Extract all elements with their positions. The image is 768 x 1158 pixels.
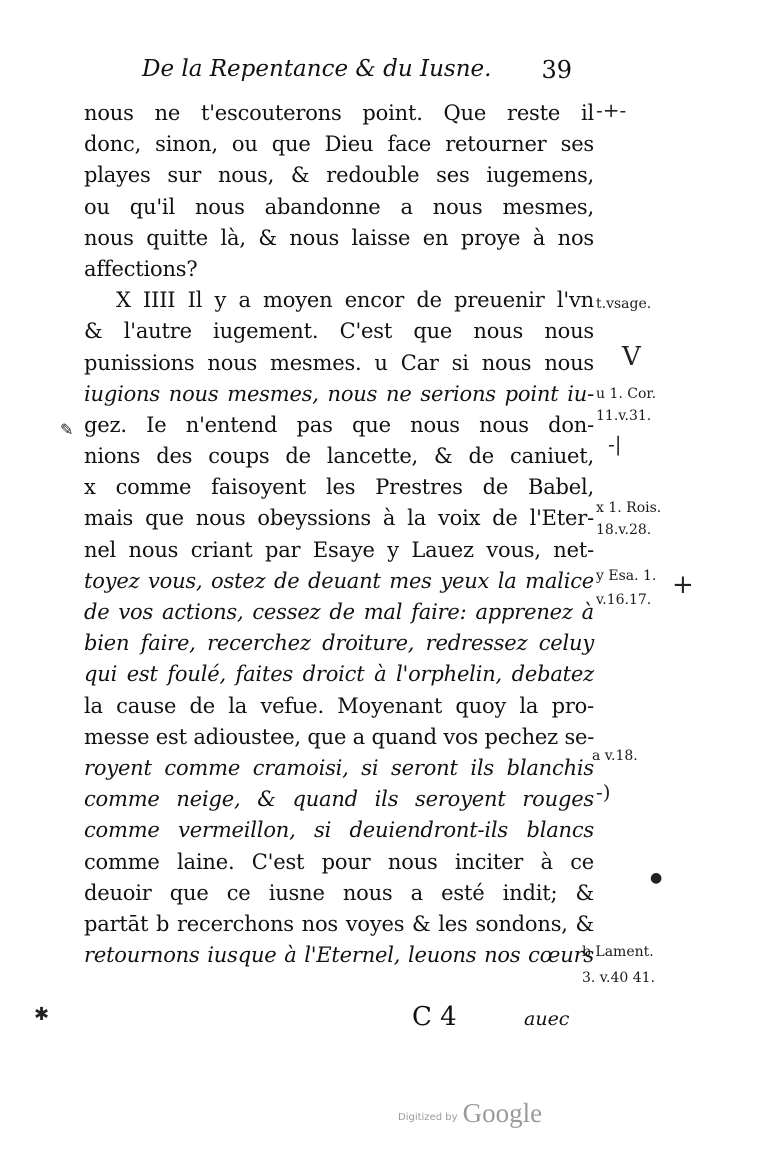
ink-dot-icon: ● xyxy=(650,870,663,886)
ink-smudge-icon: ✱ xyxy=(34,1004,50,1025)
page-header xyxy=(142,56,572,88)
catchword: auec xyxy=(524,1008,570,1030)
pen-mark-icon: -) xyxy=(596,780,611,804)
text-line: retournons iusque à l'Eternel, leuons nos cœurs xyxy=(84,943,594,968)
pen-mark-icon: -+- xyxy=(596,98,627,122)
text-line: playes sur nous, & redouble ses iugemens, xyxy=(84,163,594,188)
page-footer xyxy=(412,1002,582,1042)
text-line: iugions nous mesmes, nous ne serions point iu- xyxy=(84,381,594,406)
margin-note: y Esa. 1. xyxy=(596,568,657,584)
margin-note: u 1. Cor. xyxy=(596,386,657,402)
pen-mark-icon: + xyxy=(672,570,694,600)
margin-note: b Lament. xyxy=(582,944,654,960)
signature-mark: C 4 xyxy=(412,1002,457,1032)
text-line: nous ne t'escouterons point. Que reste il xyxy=(84,101,594,125)
text-line: punissions nous mesmes. u Car si nous nous xyxy=(84,350,594,375)
text-line: donc, sinon, ou que Dieu face retourner ses xyxy=(84,132,594,157)
margin-note: t.vsage. xyxy=(596,296,652,312)
text-line: messe est adioustee, que a quand vos pechez se- xyxy=(84,724,595,749)
watermark-brand: Google xyxy=(462,1098,543,1128)
text-line: partāt b recerchons nos voyes & les sondons, & xyxy=(84,911,594,936)
text-line: comme neige, & quand ils seroyent rouges xyxy=(84,787,594,812)
text-line: de vos actions, cessez de mal faire: apprenez à xyxy=(84,600,594,624)
margin-notes xyxy=(582,0,698,1158)
margin-note: v.16.17. xyxy=(596,592,652,608)
text-line: & l'autre iugement. C'est que nous nous xyxy=(84,319,594,344)
text-line: royent comme cramoisi, si seront ils blanchis xyxy=(84,755,594,780)
text-line: toyez vous, ostez de deuant mes yeux la malice xyxy=(84,568,594,593)
text-line: affections? xyxy=(84,256,198,281)
text-line: ou qu'il nous abandonne a nous mesmes, xyxy=(84,194,594,219)
text-line: qui est foulé, faites droict à l'orphelin, debatez xyxy=(84,662,594,687)
ink-smudge-icon: ✎ xyxy=(60,420,74,439)
pen-mark-icon: V xyxy=(622,342,641,372)
margin-note: 18.v.28. xyxy=(596,522,652,538)
text-line: comme laine. C'est pour nous inciter à ce xyxy=(84,849,594,874)
margin-note: 3. v.40 41. xyxy=(582,970,656,986)
text-line: la cause de la vefue. Moyenant quoy la pro- xyxy=(84,693,594,718)
text-line: comme vermeillon, si deuiendront-ils blancs xyxy=(84,818,594,843)
pen-mark-icon: -| xyxy=(608,432,622,456)
page-number: 39 xyxy=(541,56,572,84)
text-line: nel nous criant par Esaye y Lauez vous, net- xyxy=(84,537,594,562)
section-heading-line: X IIII Il y a moyen encor de preuenir l'vn xyxy=(116,288,594,313)
watermark-prefix: Digitized by xyxy=(398,1112,458,1123)
text-line: bien faire, recerchez droiture, redressez celuy xyxy=(84,631,594,656)
margin-note: x 1. Rois. xyxy=(596,500,662,516)
text-line: deuoir que ce iusne nous a esté indit; & xyxy=(84,880,594,905)
margin-note: 11.v.31. xyxy=(596,408,652,424)
text-line: x comme faisoyent les Prestres de Babel, xyxy=(84,475,594,500)
text-line: nous quitte là, & nous laisse en proye à nos xyxy=(84,225,594,250)
running-head: De la Repentance & du Iusne. xyxy=(142,56,492,82)
body-text xyxy=(84,98,594,971)
text-line: gez. Ie n'entend pas que nous nous don- xyxy=(84,412,594,437)
margin-note: a v.18. xyxy=(592,748,638,764)
text-line: nions des coups de lancette, & de caniuet, xyxy=(84,444,594,469)
text-line: mais que nous obeyssions à la voix de l'Eter- xyxy=(84,506,594,531)
digitization-watermark xyxy=(398,1098,542,1129)
